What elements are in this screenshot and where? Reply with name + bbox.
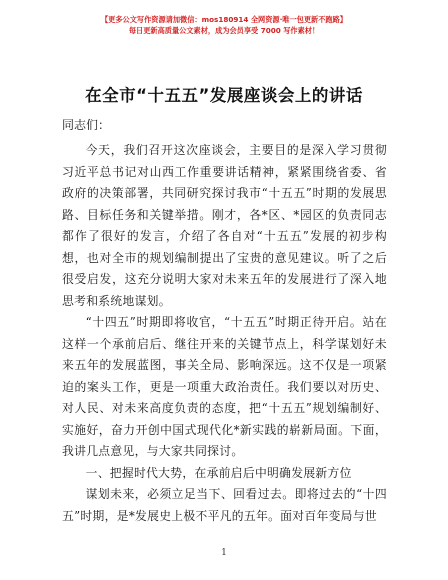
promo-banner-line-1: 【更多公文写作资源请加微信：mos180914 全网资源·唯一包更新不跑路】 [100,15,347,24]
body-paragraph-3: 谋划未来，必须立足当下、回看过去。即将过去的“十四五”时期，是*发展史上极不平凡的五年。面对百年变局与世 [62,487,387,523]
salutation: 同志们： [62,118,111,132]
promo-banner-line-2: 每日更新高质量公文素材，成为会员享受 7000 写作素材！ [128,26,320,35]
page-number: 1 [221,548,227,558]
document-title: 在全市“十五五”发展座谈会上的讲话 [85,86,363,105]
body-paragraph-2: “十四五”时期即将收官，“十五五”时期正待开启。站在这样一个承前启后、继往开来的关键节点上，科学谋划好未来五年的发展蓝图，事关全局、影响深远。这不仅是一项紧迫的案头工作，更是一项重大政治责任。我们要以对历史、对人民、对未来高度负责的态度，把“十五五”规划编制好、实施好，奋力开创中国式现代化*新实践的崭新局面。下面，我讲几点意见，与大家共同探讨。 [62,315,387,458]
body-paragraph-1: 今天，我们召开这次座谈会，主要目的是深入学习贯彻习近平总书记对山西工作重要讲话精神，紧紧围绕省委、省政府的决策部署，共同研究探讨我市“十五五”时期的发展思路、目标任务和关键举措。刚才，各*区、*园区的负责同志都作了很好的发言，介绍了各自对“十五五”发展的初步构想，也对全市的规划编制提出了宝贵的意见建议。听了之后很受启发，这充分说明大家对未来五年的发展进行了深入地思考和系统地谋划。 [62,143,387,308]
promo-banner [0,14,448,36]
section-heading-1: 一、把握时代大势，在承前启后中明确发展新方位 [85,465,352,480]
document-body [62,140,387,527]
